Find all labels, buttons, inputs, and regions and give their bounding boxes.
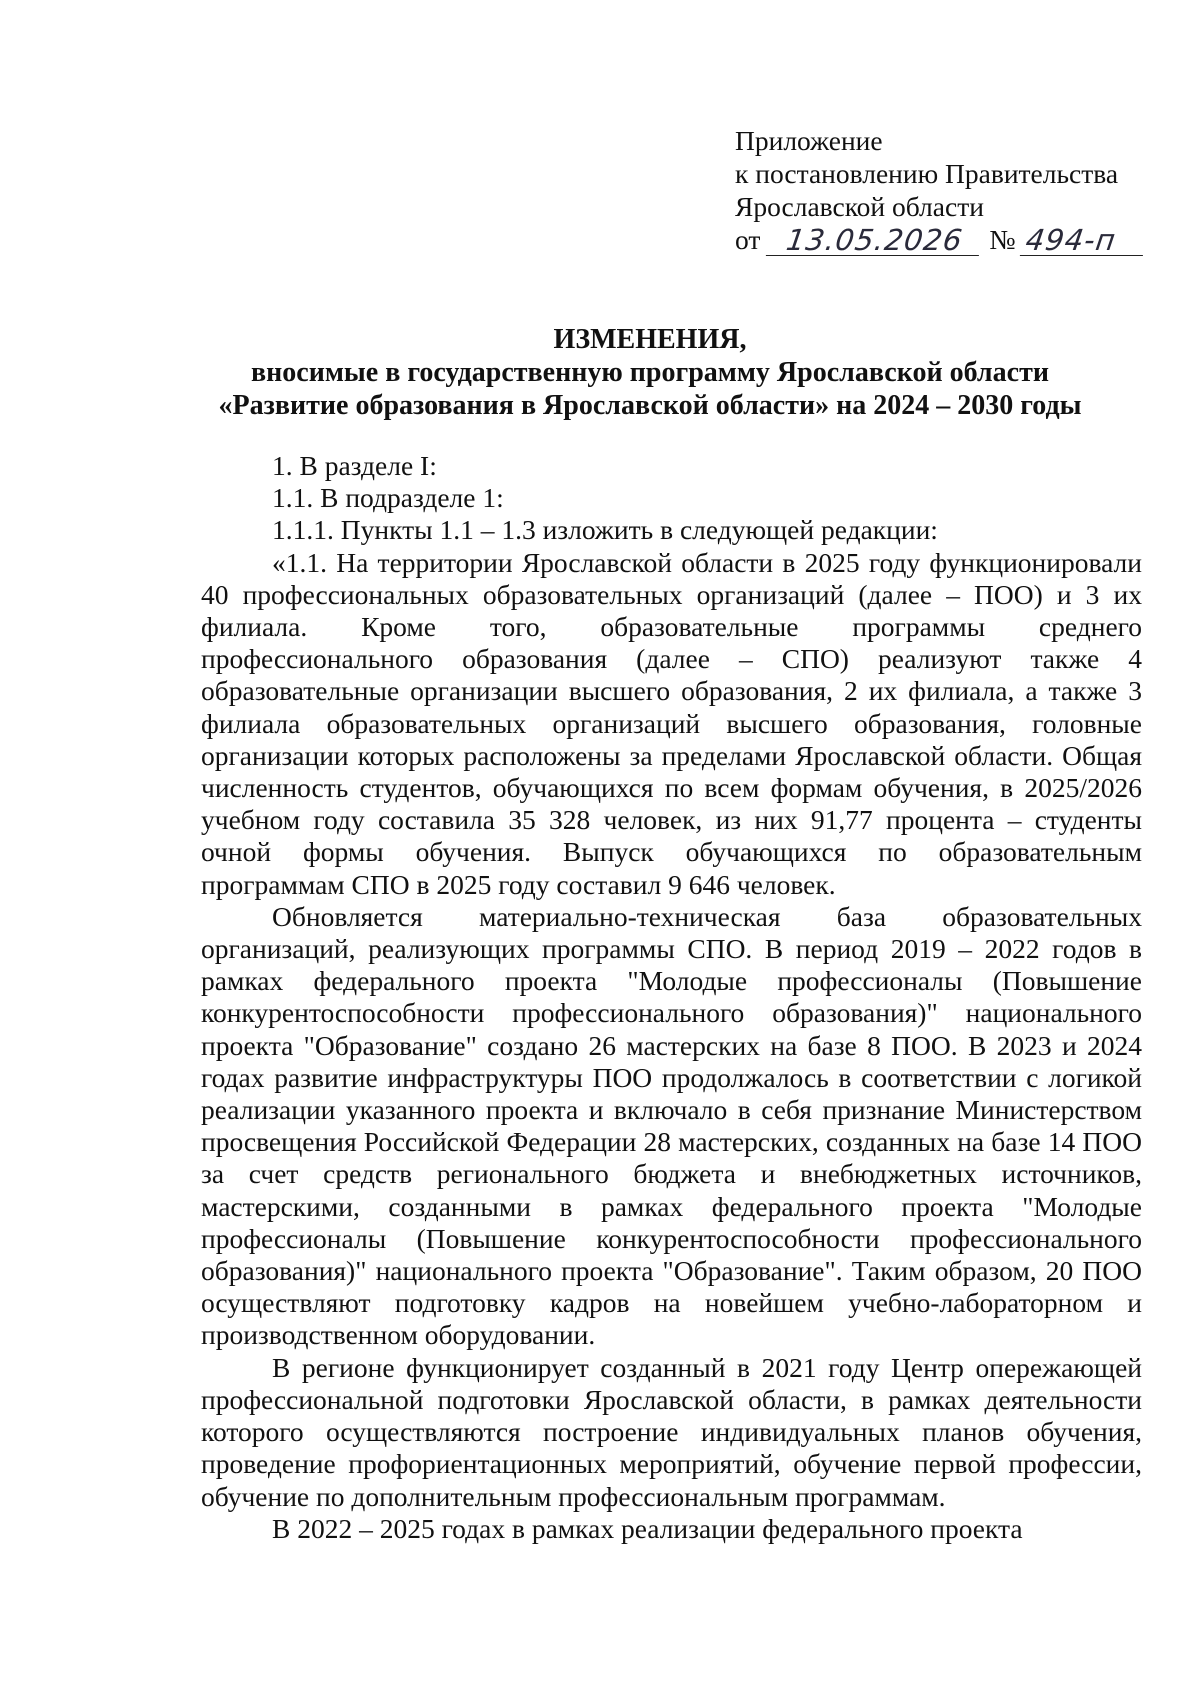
number-label: №: [989, 224, 1016, 255]
document-body: [201, 450, 1142, 1545]
paragraph-1-1: «1.1. На территории Ярославской области в 2025 году функционировали 40 профессиональных образовательных организаций (далее – ПОО) и 3 их филиала. Кроме того, образовательные программы среднего профессионального образования (далее – СПО) реализуют также 4 образовательные организации высшего образования, 2 их филиала, а также 3 филиала образовательных организаций высшего образования, головные организации которых расположены за пределами Ярославской области. Общая численность студентов, обучающихся по всем формам обучения, в 2025/2026 учебном году составила 35 328 человек, из них 91,77 процента – студенты очной формы обучения. Выпуск обучающихся по образовательным программам СПО в 2025 году составил 9 646 человек.: [201, 546, 1142, 900]
title-subheading: вносимые в государственную программу Ярославской области: [251, 357, 1049, 388]
document-title: [150, 323, 1150, 422]
title-heading: ИЗМЕНЕНИЯ,: [553, 324, 747, 355]
appendix-region-line: Ярославской области: [735, 191, 984, 222]
subsection-item: 1.1. В подразделе 1:: [272, 482, 504, 514]
appendix-reference-line: [735, 223, 1155, 256]
section-item: 1. В разделе I:: [272, 450, 437, 481]
paragraph-center: В регионе функционирует созданный в 2021 году Центр опережающей профессиональной подготовки Ярославской области, в рамках деятельности которого осуществляются построение индивидуальных планов обучения, проведение профориентационных мероприятий, обучение первой профессии, обучение по дополнительным профессиональным программам.: [201, 1351, 1142, 1512]
clause-item: 1.1.1. Пункты 1.1 – 1.3 изложить в следующей редакции:: [272, 514, 938, 546]
from-label: от: [735, 224, 761, 255]
title-program-name: «Развитие образования в Ярославской области» на 2024 – 2030 годы: [218, 390, 1082, 421]
paragraph-infrastructure: Обновляется материально-техническая база образовательных организаций, реализующих программы СПО. В период 2019 – 2022 годов в рамках федерального проекта "Молодые профессионалы (Повышение конкурентоспособности профессионального образования)" национального проекта "Образование" создано 26 мастерских на базе 8 ПОО. В 2023 и 2024 годах развитие инфраструктуры ПОО продолжалось в соответствии с логикой реализации указанного проекта и включало в себя признание Министерством просвещения Российской Федерации 28 мастерских, созданных на базе 14 ПОО за счет средств регионального бюджета и внебюджетных источников, мастерскими, созданными в рамках федерального проекта "Молодые профессионалы (Повышение конкурентоспособности профессионального образования)" национального проекта "Образование". Таким образом, 20 ПОО осуществляют подготовку кадров на новейшем учебно-лабораторном и производственном оборудовании.: [201, 900, 1142, 1351]
appendix-block: [735, 124, 1155, 256]
handwritten-number: 494-п: [1019, 225, 1146, 256]
handwritten-date: 13.05.2026: [766, 225, 983, 256]
appendix-label: Приложение: [735, 125, 883, 156]
paragraph-federal-project: В 2022 – 2025 годах в рамках реализации федерального проекта: [272, 1512, 1023, 1544]
appendix-resolution-line: к постановлению Правительства: [735, 158, 1119, 189]
